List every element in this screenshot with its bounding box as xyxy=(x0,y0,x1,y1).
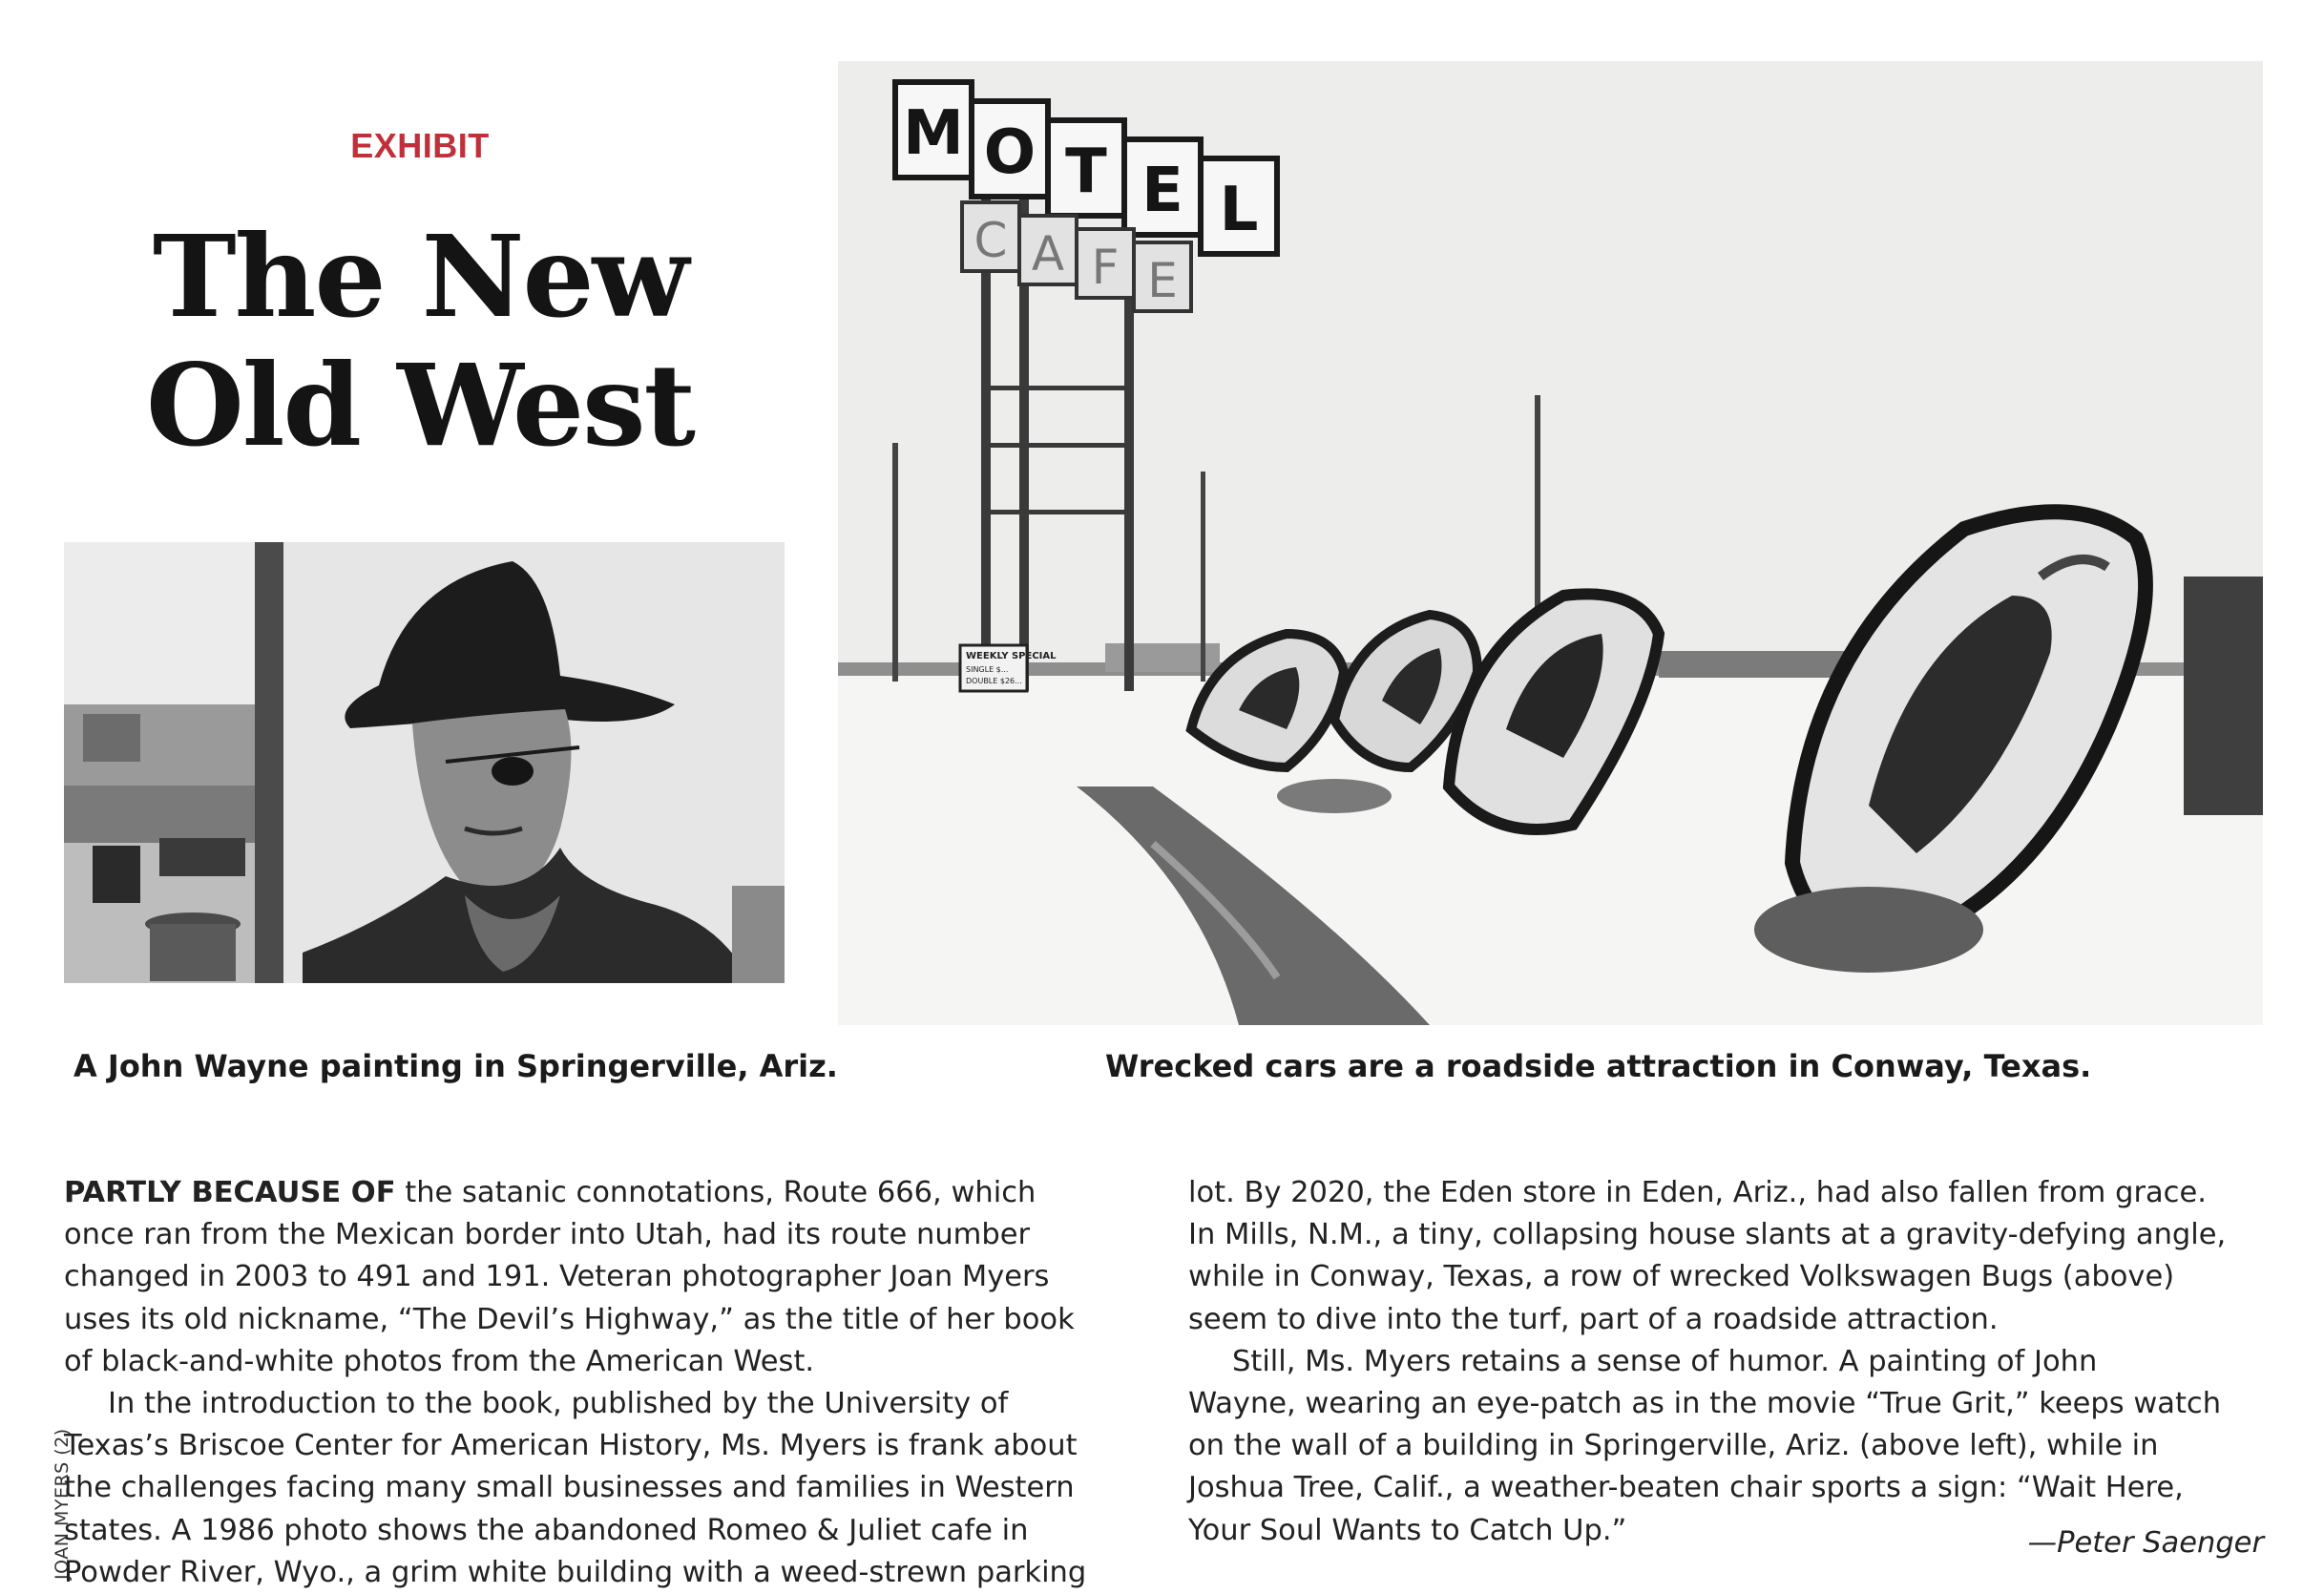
svg-text:O: O xyxy=(983,117,1036,188)
caption-john-wayne: A John Wayne painting in Springerville, Ariz. xyxy=(73,1048,838,1084)
svg-text:E: E xyxy=(1141,156,1183,226)
svg-text:F: F xyxy=(1091,240,1120,295)
svg-text:T: T xyxy=(1065,136,1107,207)
svg-text:SINGLE $...: SINGLE $... xyxy=(966,665,1009,674)
svg-text:WEEKLY SPECIAL: WEEKLY SPECIAL xyxy=(966,651,1057,661)
lead-in: PARTLY BECAUSE OF xyxy=(64,1176,396,1209)
article-line: Joshua Tree, Calif., a weather-beaten chair sports a sign: “Wait Here, xyxy=(1188,1471,2184,1505)
article-line: Texas’s Briscoe Center for American History, Ms. Myers is frank about xyxy=(64,1429,1078,1463)
article-line: of black-and-white photos from the American West. xyxy=(64,1344,815,1378)
caption-wrecked-cars: Wrecked cars are a roadside attraction in Conway, Texas. xyxy=(1105,1048,2092,1084)
article-line: the challenges facing many small businesses and families in Western xyxy=(64,1471,1075,1505)
headline-line-1: The New xyxy=(152,210,688,343)
article-line: states. A 1986 photo shows the abandoned Romeo & Juliet cafe in xyxy=(64,1513,1029,1547)
svg-text:DOUBLE $26...: DOUBLE $26... xyxy=(966,677,1022,685)
article-line: PARTLY BECAUSE OF the satanic connotations, Route 666, which xyxy=(64,1176,1036,1209)
john-wayne-mural-photo xyxy=(64,542,785,983)
svg-text:M: M xyxy=(903,98,964,169)
cars-illustration xyxy=(838,61,2263,1025)
svg-text:E: E xyxy=(1147,253,1178,308)
article-line: changed in 2003 to 491 and 191. Veteran photographer Joan Myers xyxy=(64,1260,1050,1294)
article-column-right xyxy=(1188,1172,2267,1552)
svg-text:A: A xyxy=(1031,226,1065,282)
section-kicker: EXHIBIT xyxy=(350,126,490,165)
svg-text:C: C xyxy=(974,213,1008,268)
photo-credit: JOAN MYERS (2) xyxy=(52,1428,73,1580)
mural-illustration xyxy=(64,542,785,983)
article-line: In Mills, N.M., a tiny, collapsing house slants at a gravity-defying angle, xyxy=(1188,1218,2227,1252)
article-line: In the introduction to the book, published by the University of xyxy=(108,1387,1009,1421)
article-line: uses its old nickname, “The Devil’s Highway,” as the title of her book xyxy=(64,1302,1075,1336)
article-column-left xyxy=(64,1172,1142,1594)
wrecked-cars-photo xyxy=(838,61,2263,1025)
article-line: Powder River, Wyo., a grim white building with a weed-strewn parking xyxy=(64,1555,1087,1589)
headline-line-2: Old West xyxy=(145,339,695,472)
article-line: on the wall of a building in Springerville, Ariz. (above left), while in xyxy=(1188,1429,2159,1463)
svg-text:L: L xyxy=(1219,175,1259,245)
article-line: Wayne, wearing an eye-patch as in the movie “True Grit,” keeps watch xyxy=(1188,1387,2222,1421)
article-line: while in Conway, Texas, a row of wrecked Volkswagen Bugs (above) xyxy=(1188,1260,2175,1294)
article-line: once ran from the Mexican border into Utah, had its route number xyxy=(64,1218,1031,1252)
article-line: lot. By 2020, the Eden store in Eden, Ariz., had also fallen from grace. xyxy=(1188,1176,2207,1209)
article-line: seem to dive into the turf, part of a roadside attraction. xyxy=(1188,1302,1999,1336)
author-byline: —Peter Saenger xyxy=(2027,1526,2264,1560)
article-line: Your Soul Wants to Catch Up.” xyxy=(1188,1513,1627,1547)
article-line: Still, Ms. Myers retains a sense of humor. A painting of John xyxy=(1232,1344,2098,1378)
article-headline xyxy=(0,212,840,470)
